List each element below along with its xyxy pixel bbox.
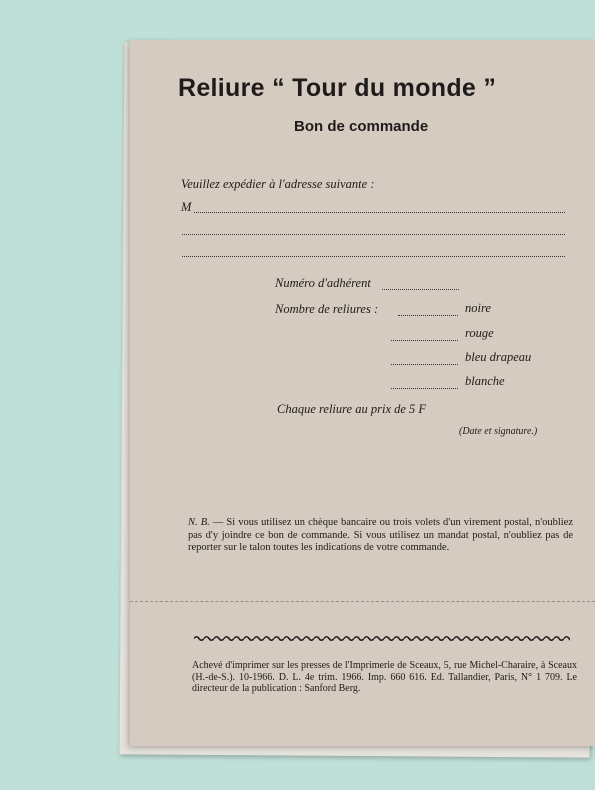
signature-label: (Date et signature.) [459, 426, 538, 437]
form-title: Reliure “ Tour du monde ” [178, 74, 497, 102]
address-line-2[interactable] [182, 234, 565, 235]
member-number-label: Numéro d'adhérent [275, 276, 371, 290]
color-option-rouge: rouge [465, 326, 494, 340]
note-text: — Si vous utilisez un chèque bancaire ou trois volets d'un virement postal, n'oubliez pas d'y joindre ce bon de commande. Si vous utilisez un mandat postal, n'oubliez pas de reporter sur le talon toutes les indications de votre commande. [188, 517, 573, 553]
color-option-bleu-drapeau: bleu drapeau [465, 350, 532, 364]
price-line: Chaque reliure au prix de 5 F [277, 402, 427, 416]
ship-to-label: Veuillez expédier à l'adresse suivante : [181, 177, 375, 191]
member-number-field[interactable] [382, 289, 459, 290]
payment-note [188, 517, 573, 555]
printer-imprint: Achevé d'imprimer sur les presses de l'Imprimerie de Sceaux, 5, rue Michel-Charaire, à Sceaux (H.-de-S.). 10-1966. D. L. 4e trim. 1966. Imp. 660 616. Ed. Tallandier, Paris, N° 1 709. Le directeur de la publication : Sanford Berg. [192, 660, 577, 694]
address-line-1[interactable] [194, 212, 565, 213]
qty-field-blanche[interactable] [391, 388, 458, 389]
note-lead: N. B. [188, 517, 210, 528]
decorative-rule [194, 635, 570, 642]
form-subtitle: Bon de commande [294, 118, 429, 135]
binding-count-label: Nombre de reliures : [275, 302, 379, 316]
name-prefix: M [181, 200, 192, 214]
tear-line [130, 601, 595, 602]
order-form-page [130, 40, 595, 746]
qty-field-noire[interactable] [398, 315, 458, 316]
color-option-noire: noire [465, 301, 491, 315]
qty-field-bleu-drapeau[interactable] [391, 364, 458, 365]
address-line-3[interactable] [182, 256, 565, 257]
qty-field-rouge[interactable] [391, 340, 458, 341]
color-option-blanche: blanche [465, 374, 505, 388]
